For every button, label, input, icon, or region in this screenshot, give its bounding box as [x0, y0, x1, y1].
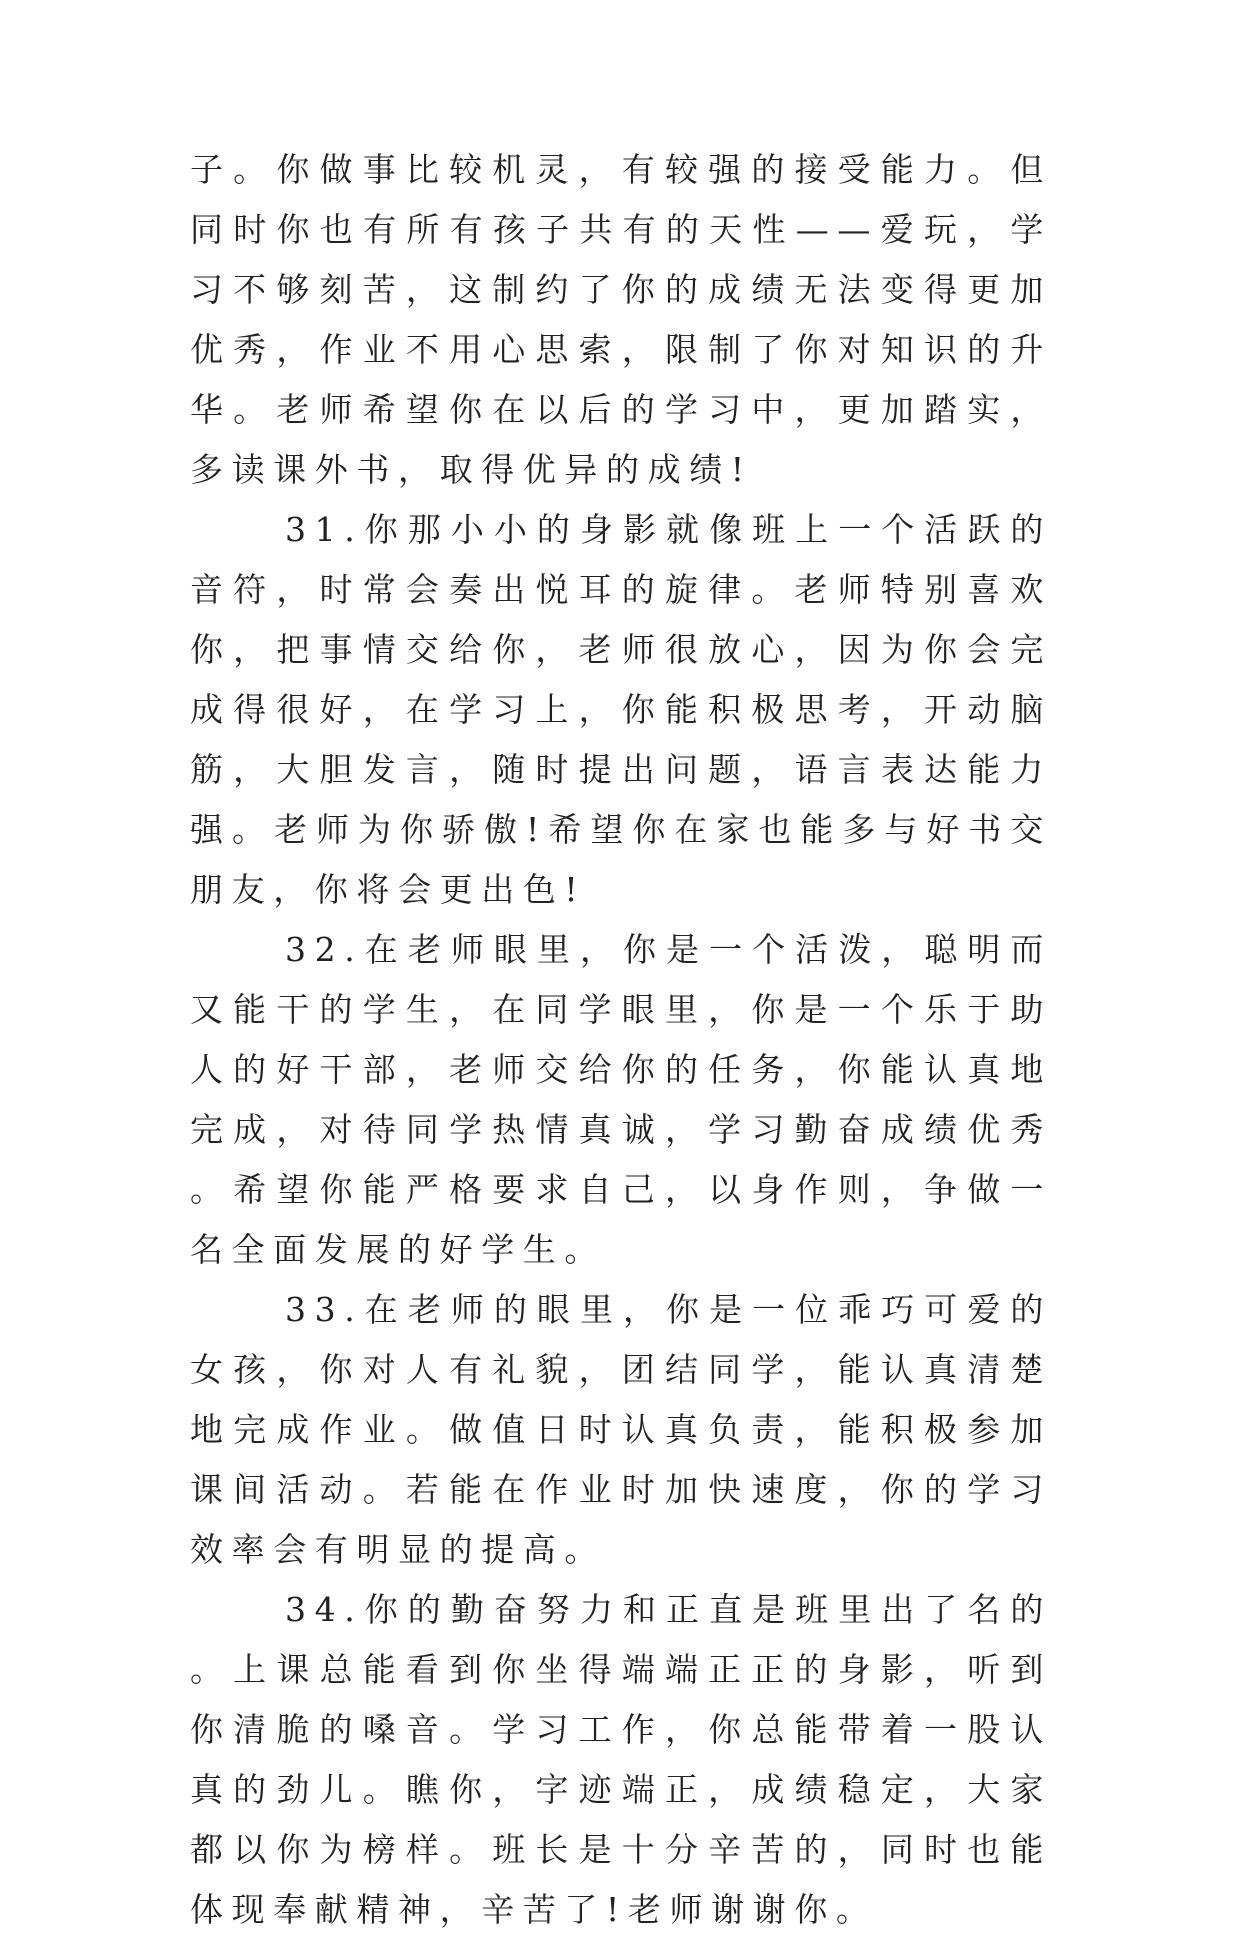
paragraph-continued: 子。你做事比较机灵，有较强的接受能力。但同时你也有所有孩子共有的天性——爱玩，学习不够刻苦，这制约了你的成绩无法变得更加优秀，作业不用心思索，限制了你对知识的升华。老师希望你在以后的学习中，更加踏实，多读课外书，取得优异的成绩!	[190, 150, 1052, 489]
paragraph-comment-32: 32.在老师眼里，你是一个活泼，聪明而又能干的学生，在同学眼里，你是一个乐于助人的好干部，老师交给你的任务，你能认真地完成，对待同学热情真诚，学习勤奋成绩优秀。希望你能严格要求自己，以身作则，争做一名全面发展的好学生。	[190, 930, 1052, 1269]
paragraph-comment-34: 34.你的勤奋努力和正直是班里出了名的。上课总能看到你坐得端端正正的身影，听到你清脆的嗓音。学习工作，你总能带着一股认真的劲儿。瞧你，字迹端正，成绩稳定，大家都以你为榜样。班长是十分辛苦的，同时也能体现奉献精神，辛苦了!老师谢谢你。	[190, 1590, 1052, 1929]
paragraph-comment-33: 33.在老师的眼里，你是一位乖巧可爱的女孩，你对人有礼貌，团结同学，能认真清楚地完成作业。做值日时认真负责，能积极参加课间活动。若能在作业时加快速度，你的学习效率会有明显的提高。	[190, 1290, 1052, 1569]
paragraph-comment-31: 31.你那小小的身影就像班上一个活跃的音符，时常会奏出悦耳的旋律。老师特别喜欢你，把事情交给你，老师很放心，因为你会完成得很好，在学习上，你能积极思考，开动脑筋，大胆发言，随时提出问题，语言表达能力强。老师为你骄傲!希望你在家也能多与好书交朋友，你将会更出色!	[190, 510, 1052, 909]
document-page	[190, 140, 1052, 1940]
